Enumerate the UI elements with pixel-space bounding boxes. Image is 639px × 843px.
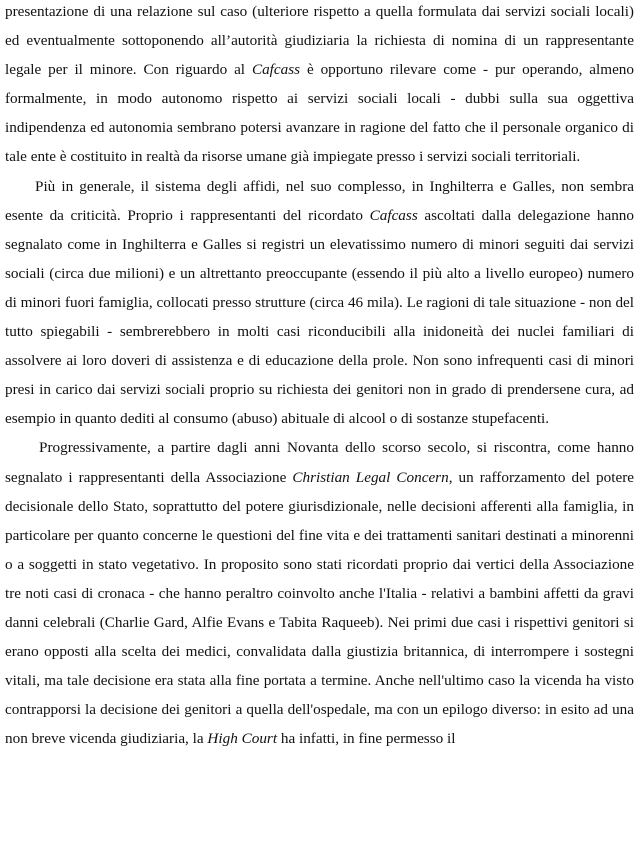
italic-term-christian-legal-concern: Christian Legal Concern	[292, 468, 449, 486]
paragraph-potere-decisionale	[5, 433, 634, 753]
text-segment: , un rafforzamento del potere decisionale dello Stato, soprattutto del potere giurisdizionale, nelle decisioni afferenti alla famiglia, in particolare per quanto concerne le questioni del fine vita e dei trattamenti sanitari destinati a minorenni o a soggetti in stato vegetativo. In proposito sono stati ricordati proprio dai vertici della Associazione tre noti casi di cronaca - che hanno peraltro coinvolto anche l'Italia - relativi a bambini affetti da gravi danni celebrali (Charlie Gard, Alfie Evans e Tabita Raqueeb). Nei primi due casi i rispettivi genitori si erano opposti alla scelta dei medici, convalidata dalla giustizia britannica, di interrompere i sostegni vitali, ma tale decisione era stata alla fine portata a termine. Anche nell'ultimo caso la vicenda ha visto contrapporsi la decisione dei genitori a quella dell'ospedale, ma con un epilogo diverso: in esito ad una non breve vicenda giudiziaria, la	[5, 468, 635, 748]
text-segment: Più in generale, il sistema degli affidi, nel suo complesso, in Inghilterra e Galles, non sembra esente da criticità. Proprio i rappresentanti del ricordato	[5, 177, 634, 224]
text-segment: ascoltati dalla delegazione hanno segnalato come in Inghilterra e Galles si registri un elevatissimo numero di minori seguiti dai servizi sociali (circa due milioni) e un altrettanto preoccupante (essendo il più alto a livello europeo) numero di minori fuori famiglia, collocati presso strutture (circa 46 mila). Le ragioni di tale situazione - non del tutto spiegabili - sembrerebbero in molti casi riconducibili alla inidoneità dei nuclei familiari di assolvere ai loro doveri di assistenza e di educazione della prole. Non sono infrequenti casi di minori presi in carico dai servizi sociali proprio su richiesta dei genitori non in grado di prendersene cura, ad esempio in quanto dediti al consumo (abuso) abituale di alcool o di sostanze stupefacenti.	[5, 206, 634, 428]
italic-term-cafcass: Cafcass	[369, 206, 418, 224]
text-segment: Progressivamente, a partire dagli anni Novanta dello scorso secolo, si riscontra, come hanno segnalato i rappresentanti della Associazione	[5, 439, 634, 486]
text-segment: presentazione di una relazione sul caso (ulteriore rispetto a quella formulata dai servizi sociali locali) ed eventualmente sottoponendo all’autorità giudiziaria la richiesta di nomina di un rappresentante legale per il minore. Con riguardo al	[5, 3, 634, 79]
text-segment: è opportuno rilevare come - pur operando, almeno formalmente, in modo autonomo rispetto ai servizi sociali locali - dubbi sulla sua oggettiva indipendenza ed autonomia sembrano potersi avanzare in ragione del fatto che il personale organico di tale ente è costituito in realtà da risorse umane già impiegate presso i servizi sociali territoriali.	[5, 61, 634, 166]
paragraph-sistema-affidi	[5, 172, 634, 434]
text-segment: ha infatti, in fine permesso il	[277, 730, 456, 748]
italic-term-cafcass: Cafcass	[251, 61, 301, 79]
italic-term-high-court: High Court	[207, 730, 278, 748]
body-text	[5, 0, 634, 753]
paragraph-cafcass-relazione	[5, 0, 634, 172]
